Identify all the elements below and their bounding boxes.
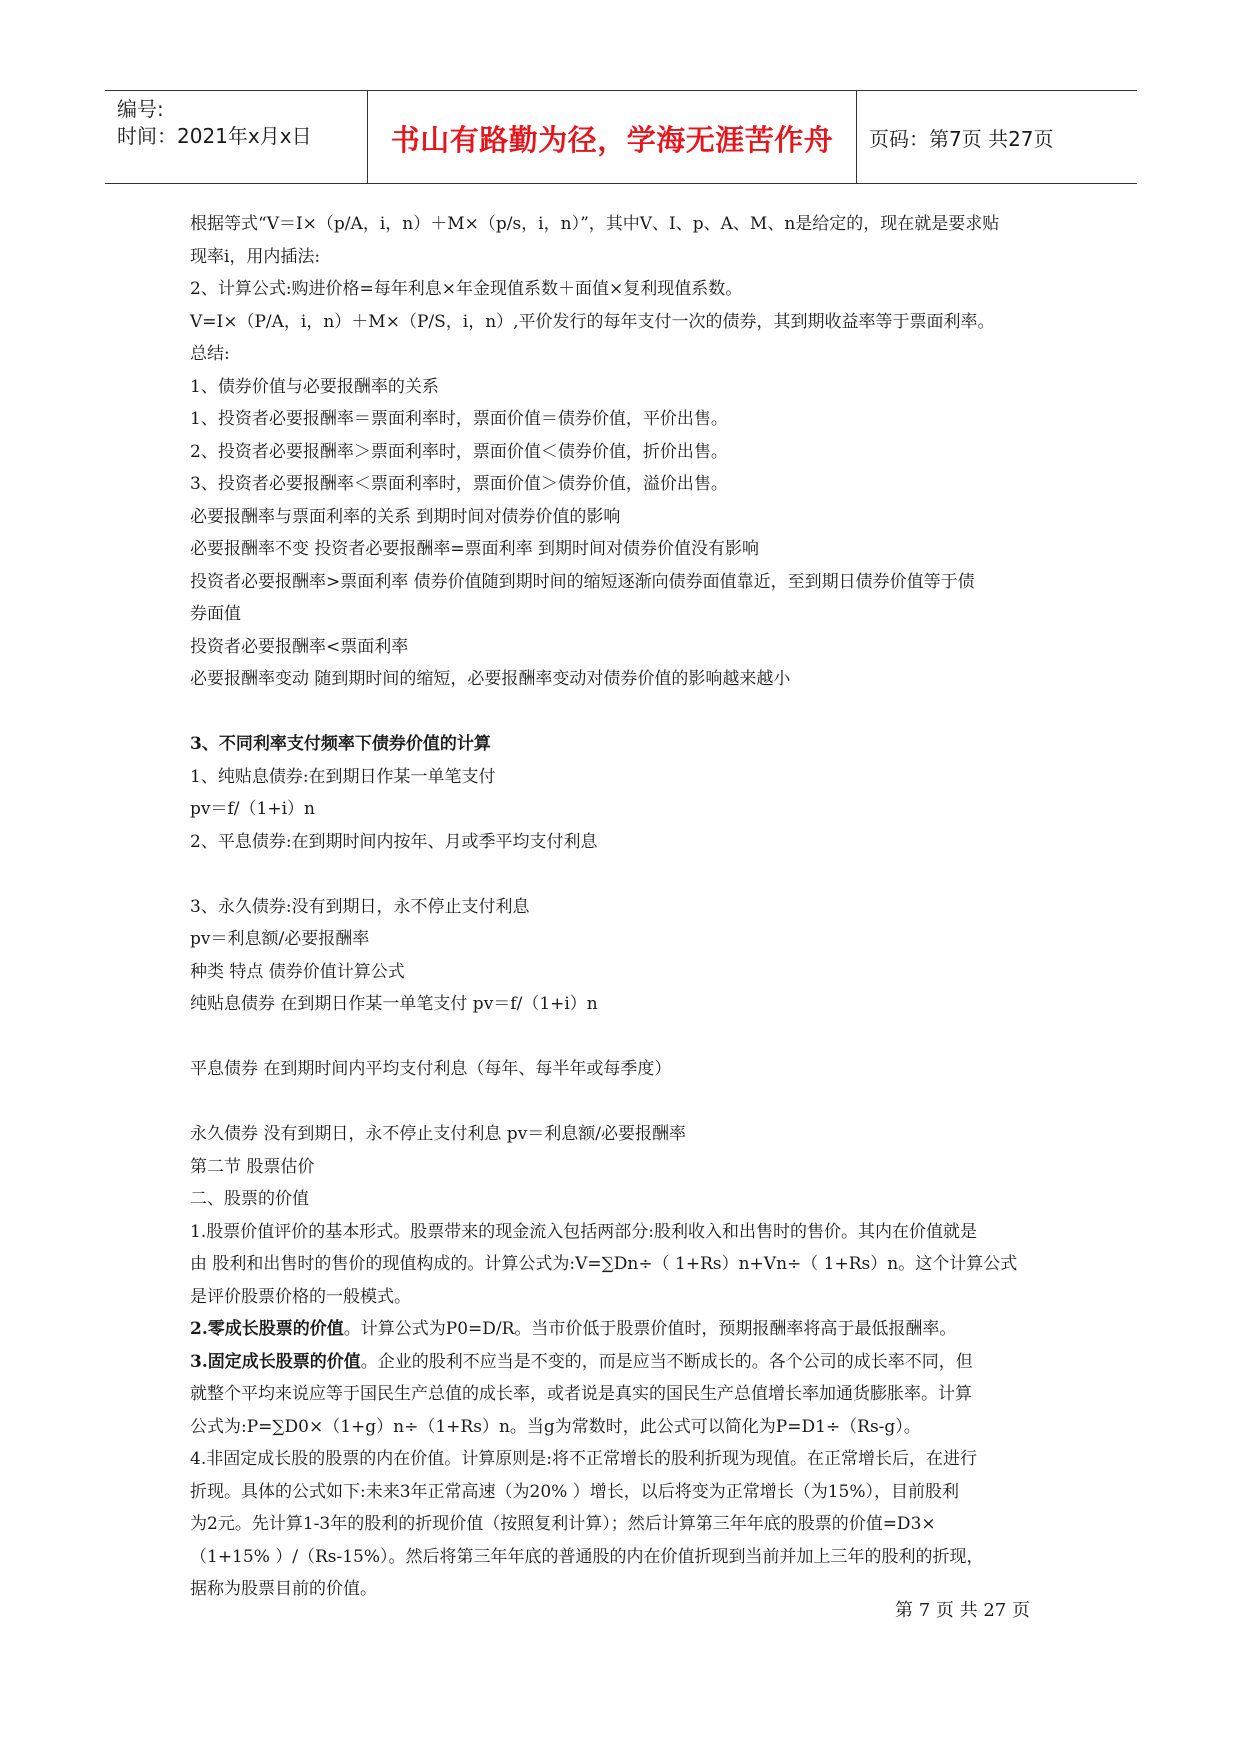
page-header xyxy=(105,90,1137,184)
body-line xyxy=(190,1313,1060,1346)
body-line: 3、永久债券:没有到期日，永不停止支付利息 xyxy=(190,896,530,917)
time-label: 时间：2021年x月x日 xyxy=(117,124,312,148)
body-line: 2、平息债券:在到期时间内按年、月或季平均支付利息 xyxy=(190,831,598,852)
header-motto-cell xyxy=(368,91,857,183)
blank-line xyxy=(190,1086,1060,1119)
bold-term: 2.零成长股票的价值 xyxy=(190,1319,344,1339)
body-line: 第二节 股票估价 xyxy=(190,1156,315,1177)
body-line: 种类 特点 债券价值计算公式 xyxy=(190,961,405,982)
bold-term: 3.固定成长股票的价值 xyxy=(190,1351,361,1372)
body-line: 永久债券 没有到期日，永不停止支付利息 pv＝利息额/必要报酬率 xyxy=(190,1124,687,1144)
serial-label: 编号: xyxy=(117,97,164,121)
body-line: 3、投资者必要报酬率＜票面利率时，票面价值＞债券价值，溢价出售。 xyxy=(190,474,728,494)
blank-line xyxy=(190,1021,1060,1054)
blank-line xyxy=(190,696,1060,729)
body-line: 据称为股票目前的价值。 xyxy=(190,1579,377,1599)
body-line: pv＝f/（1+i）n xyxy=(190,799,315,819)
body-line: （1+15% ）/（Rs-15%）。然后将第三年年底的普通股的内在价值折现到当前并加上三年的股利的折现， xyxy=(190,1546,984,1567)
body-line: 折现。具体的公式如下:未来3年正常高速（为20% ）增长，以后将变为正常增长（为15%），目前股利 xyxy=(190,1481,960,1502)
body-line: 总结: xyxy=(190,344,230,364)
body-line: 是评价股票价格的一般模式。 xyxy=(190,1286,411,1307)
body-line: 投资者必要报酬率<票面利率 xyxy=(190,636,409,657)
document-body xyxy=(190,208,1060,1606)
body-line: 纯贴息债券 在到期日作某一单笔支付 pv＝f/（1+i）n xyxy=(190,994,598,1014)
page-number-label: 页码：第7页 共27页 xyxy=(869,127,1054,151)
body-line: 为2元。先计算1-3年的股利的折现价值（按照复利计算）；然后计算第三年年底的股票的价值=D3× xyxy=(190,1514,936,1534)
body-line: 公式为:P=∑D0×（1+g）n÷（1+Rs）n。当g为常数时，此公式可以简化为P=D1÷（Rs-g）。 xyxy=(190,1416,921,1437)
body-line: 就整个平均来说应等于国民生产总值的成长率，或者说是真实的国民生产总值增长率加通货膨胀率。计算 xyxy=(190,1384,972,1404)
body-line: 2、计算公式:购进价格=每年利息×年金现值系数＋面值×复利现值系数。 xyxy=(190,279,743,299)
body-line: 平息债券 在到期时间内平均支付利息（每年、每半年或每季度） xyxy=(190,1059,672,1079)
body-line: pv＝利息额/必要报酬率 xyxy=(190,929,370,949)
body-line: 券面值 xyxy=(190,604,241,624)
body-line: 必要报酬率不变 投资者必要报酬率=票面利率 到期时间对债券价值没有影响 xyxy=(190,539,760,559)
body-line: 必要报酬率与票面利率的关系 到期时间对债券价值的影响 xyxy=(190,506,621,527)
body-line: 必要报酬率变动 随到期时间的缩短，必要报酬率变动对债券价值的影响越来越小 xyxy=(190,669,791,689)
body-line: V=I×（P/A，i，n）＋M×（P/S，i，n）,平价发行的每年支付一次的债券，其到期收益率等于票面利率。 xyxy=(190,311,995,332)
body-line: 2、投资者必要报酬率＞票面利率时，票面价值＜债券价值，折价出售。 xyxy=(190,441,728,462)
body-line: 根据等式“V＝I×（p/A，i，n）＋M×（p/s，i，n）”，其中V、I、p、A、M、n是给定的，现在就是要求贴 xyxy=(190,214,1000,234)
body-line: 1、投资者必要报酬率＝票面利率时，票面价值＝债券价值，平价出售。 xyxy=(190,409,728,429)
header-right-cell xyxy=(857,91,1137,183)
body-text: 。企业的股利不应当是不变的，而是应当不断成长的。各个公司的成长率不同，但 xyxy=(360,1351,973,1372)
body-line: 4.非固定成长股的股票的内在价值。计算原则是:将不正常增长的股利折现为现值。在正常增长后，在进行 xyxy=(190,1449,977,1469)
body-line: 1.股票价值评价的基本形式。股票带来的现金流入包括两部分:股利收入和出售时的售价。其内在价值就是 xyxy=(190,1221,977,1242)
motto-text: 书山有路勤为径，学海无涯苦作舟 xyxy=(390,123,834,157)
blank-line xyxy=(190,858,1060,891)
body-line: 现率i，用内插法: xyxy=(190,246,321,267)
body-line: 二、股票的价值 xyxy=(190,1189,309,1209)
section-heading: 3、不同利率支付频率下债券价值的计算 xyxy=(190,734,491,754)
body-text: 。计算公式为P0=D/R。当市价低于股票价值时，预期报酬率将高于最低报酬率。 xyxy=(343,1319,957,1339)
body-line: 由 股利和出售时的售价的现值构成的。计算公式为:V=∑Dn÷（ 1+Rs）n+Vn÷（ 1+Rs）n。这个计算公式 xyxy=(190,1254,1018,1274)
header-left-cell xyxy=(105,91,368,183)
body-line xyxy=(190,1346,1060,1379)
body-line: 1、债券价值与必要报酬率的关系 xyxy=(190,376,439,397)
page-footer: 第 7 页 共 27 页 xyxy=(895,1600,1030,1621)
body-line: 1、纯贴息债券:在到期日作某一单笔支付 xyxy=(190,766,496,787)
body-line: 投资者必要报酬率>票面利率 债券价值随到期时间的缩短逐渐向债券面值靠近，至到期日债券价值等于债 xyxy=(190,571,975,592)
